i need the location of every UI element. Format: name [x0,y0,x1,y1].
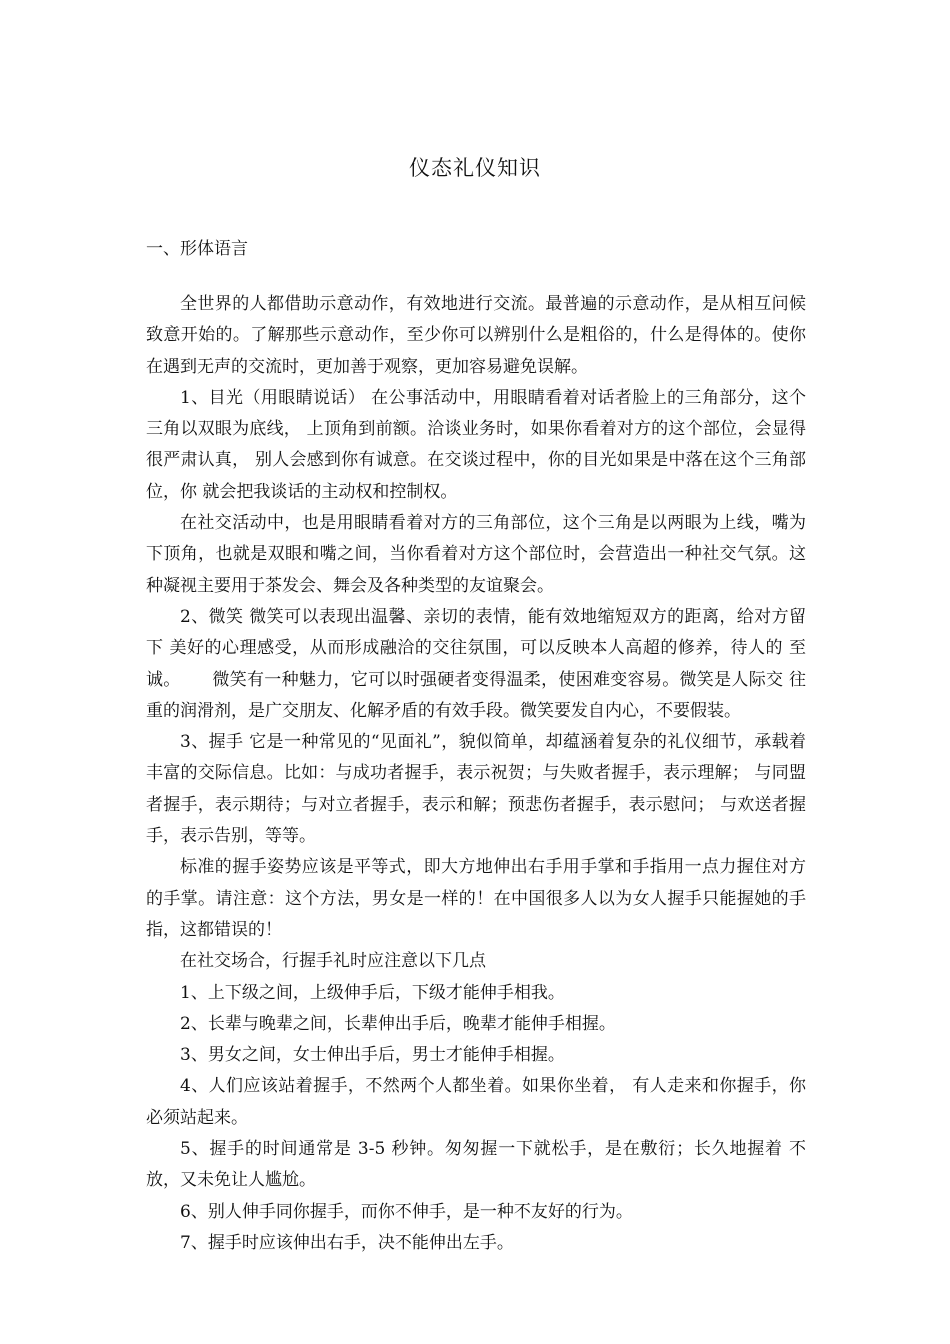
paragraph-handshake-notes-intro: 在社交场合，行握手礼时应注意以下几点 [180,951,486,972]
list-item: 3、男女之间，女士伸出手后，男士才能伸手相握。 [180,1045,565,1066]
page-title: 仪态礼仪知识 [409,156,541,180]
list-item: 1、上下级之间，上级伸手后，下级才能伸手相我。 [180,982,565,1003]
list-item: 6、别人伸手同你握手，而你不伸手，是一种不友好的行为。 [180,1201,633,1222]
paragraph-handshake: 3、握手 它是一种常见的“见面礼”，貌似简单，却蕴涵着复杂的礼仪细节，承载着 丰富的交际信息。比如：与成功者握手，表示祝贺；与失败者握手，表示理解； 与同盟者握手，表示期待；与对立者握手，表示和解；预悲伤者握手，表示慰问； 与欢送者握手，表示告别，等等。 [146,732,806,847]
paragraph-smile: 2、微笑 微笑可以表现出温馨、亲切的表情，能有效地缩短双方的距离，给对方留下 美好的心理感受，从而形成融洽的交往氛围，可以反映本人高超的修养，待人的 至诚。 微笑有一种魅力，它可以时强硬者变得温柔，使困难变容易。微笑是人际交 往重的润滑剂，是广交朋友、化解矛盾的有效手段。微笑要发自内心，不要假装。 [146,606,806,721]
list-item: 5、握手的时间通常是 3-5 秒钟。匆匆握一下就松手，是在敷衍；长久地握着 不放，又未免让人尴尬。 [146,1139,806,1191]
list-item: 2、长辈与晚辈之间，长辈伸出手后，晚辈才能伸手相握。 [180,1013,616,1034]
list-item: 4、人们应该站着握手，不然两个人都坐着。如果你坐着， 有人走来和你握手，你必须站起来。 [146,1076,806,1128]
list-item: 7、握手时应该伸出右手，决不能伸出左手。 [180,1232,514,1253]
paragraph-intro: 全世界的人都借助示意动作，有效地进行交流。最普遍的示意动作，是从相互问候致意开始的。了解那些示意动作，至少你可以辨别什么是粗俗的，什么是得体的。使你在遇到无声的交流时，更加善于观察，更加容易避免误解。 [146,294,806,377]
paragraph-social-gaze: 在社交活动中，也是用眼睛看着对方的三角部位，这个三角是以两眼为上线，嘴为下顶角，也就是双眼和嘴之间，当你看着对方这个部位时，会营造出一种社交气氛。这种凝视主要用于茶发会、舞会及各种类型的友谊聚会。 [146,513,806,596]
section-heading: 一、形体语言 [146,239,248,259]
paragraph-handshake-standard: 标准的握手姿势应该是平等式，即大方地伸出右手用手掌和手指用一点力握住对方的手掌。请注意：这个方法，男女是一样的！在中国很多人以为女人握手只能握她的手指，这都错误的！ [146,857,806,940]
paragraph-eye-contact: 1、目光（用眼睛说话） 在公事活动中，用眼睛看着对话者脸上的三角部分，这个三角以双眼为底线， 上顶角到前额。洽谈业务时，如果你看着对方的这个部位，会显得很严肃认真， 别人会感到你有诚意。在交谈过程中，你的目光如果是中落在这个三角部位，你 就会把我谈话的主动权和控制权。 [146,387,806,502]
body-text [146,289,806,1259]
